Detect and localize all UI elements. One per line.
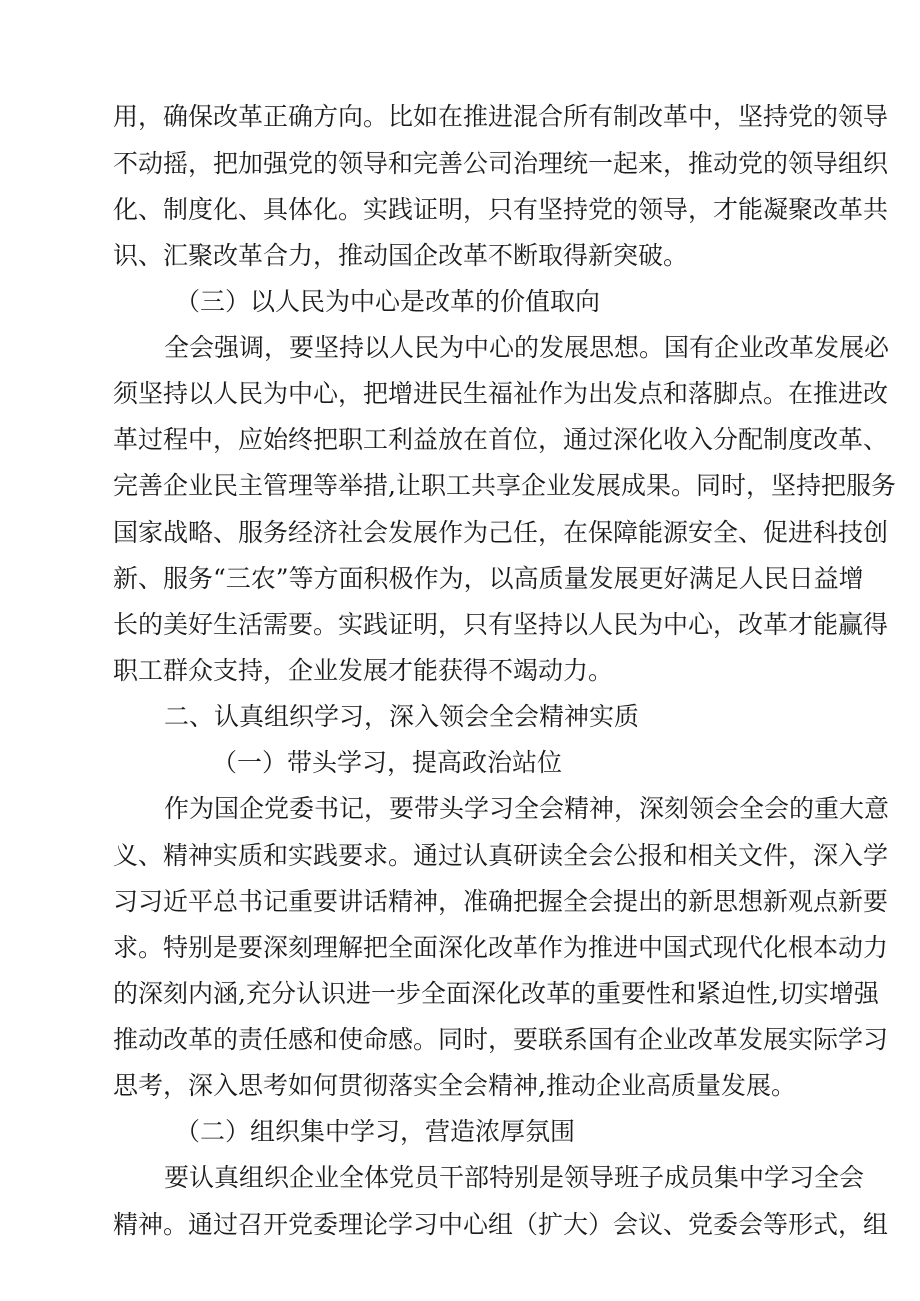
body-line-12: 长的美好生活需要。实践证明，只有坚持以人民为中心，改革才能赢得 [113,610,889,639]
body-line-2: 不动摇，把加强党的领导和完善公司治理统一起来，推动党的领导组织 [113,149,889,178]
chapter-heading-2: 二、认真组织学习，深入领会全会精神实质 [164,702,640,731]
section-heading-3: （三）以人民为中心是改革的价值取向 [175,287,601,316]
body-line-6: 全会强调，要坚持以人民为中心的发展思想。国有企业改革发展必 [164,333,890,362]
body-line-4: 识、汇聚改革合力，推动国企改革不断取得新突破。 [113,241,689,270]
body-line-25: 精神。通过召开党委理论学习中心组（扩大）会议、党委会等形式，组 [113,1210,889,1239]
body-line-10: 国家战略、服务经济社会发展作为己任，在保障能源安全、促进科技创 [113,518,889,547]
body-line-7: 须坚持以人民为中心，把增进民生福祉作为出发点和落脚点。在推进改 [113,379,889,408]
body-line-16: 作为国企党委书记，要带头学习全会精神，深刻领会全会的重大意 [164,794,890,823]
body-line-8: 革过程中，应始终把职工利益放在首位，通过深化收入分配制度改革、 [113,425,889,454]
body-line-13: 职工群众支持，企业发展才能获得不竭动力。 [113,656,614,685]
body-line-17: 义、精神实质和实践要求。通过认真研读全会公报和相关文件，深入学 [113,841,889,870]
body-line-21: 推动改革的责任感和使命感。同时，要联系国有企业改革发展实际学习 [113,1025,889,1054]
body-line-11: 新、服务“三农”等方面积极作为，以高质量发展更好满足人民日益增 [113,564,864,593]
body-line-3: 化、制度化、具体化。实践证明，只有坚持党的领导，才能凝聚改革共 [113,195,889,224]
body-line-18: 习习近平总书记重要讲话精神，准确把握全会提出的新思想新观点新要 [113,887,889,916]
body-line-9: 完善企业民主管理等举措,让职工共享企业发展成果。同时，坚持把服务 [113,471,896,500]
body-line-22: 思考，深入思考如何贯彻落实全会精神,推动企业高质量发展。 [113,1071,796,1100]
section-heading-1: （一）带头学习，提高政治站位 [212,748,563,777]
body-line-1: 用，确保改革正确方向。比如在推进混合所有制改革中，坚持党的领导 [113,102,889,131]
section-heading-2: （二）组织集中学习，营造浓厚氛围 [175,1117,576,1146]
body-line-19: 求。特别是要深刻理解把全面深化改革作为推进中国式现代化根本动力 [113,933,889,962]
body-line-24: 要认真组织企业全体党员干部特别是领导班子成员集中学习全会 [164,1163,865,1192]
body-line-20: 的深刻内涵,充分认识进一步全面深化改革的重要性和紧迫性,切实增强 [113,979,879,1008]
